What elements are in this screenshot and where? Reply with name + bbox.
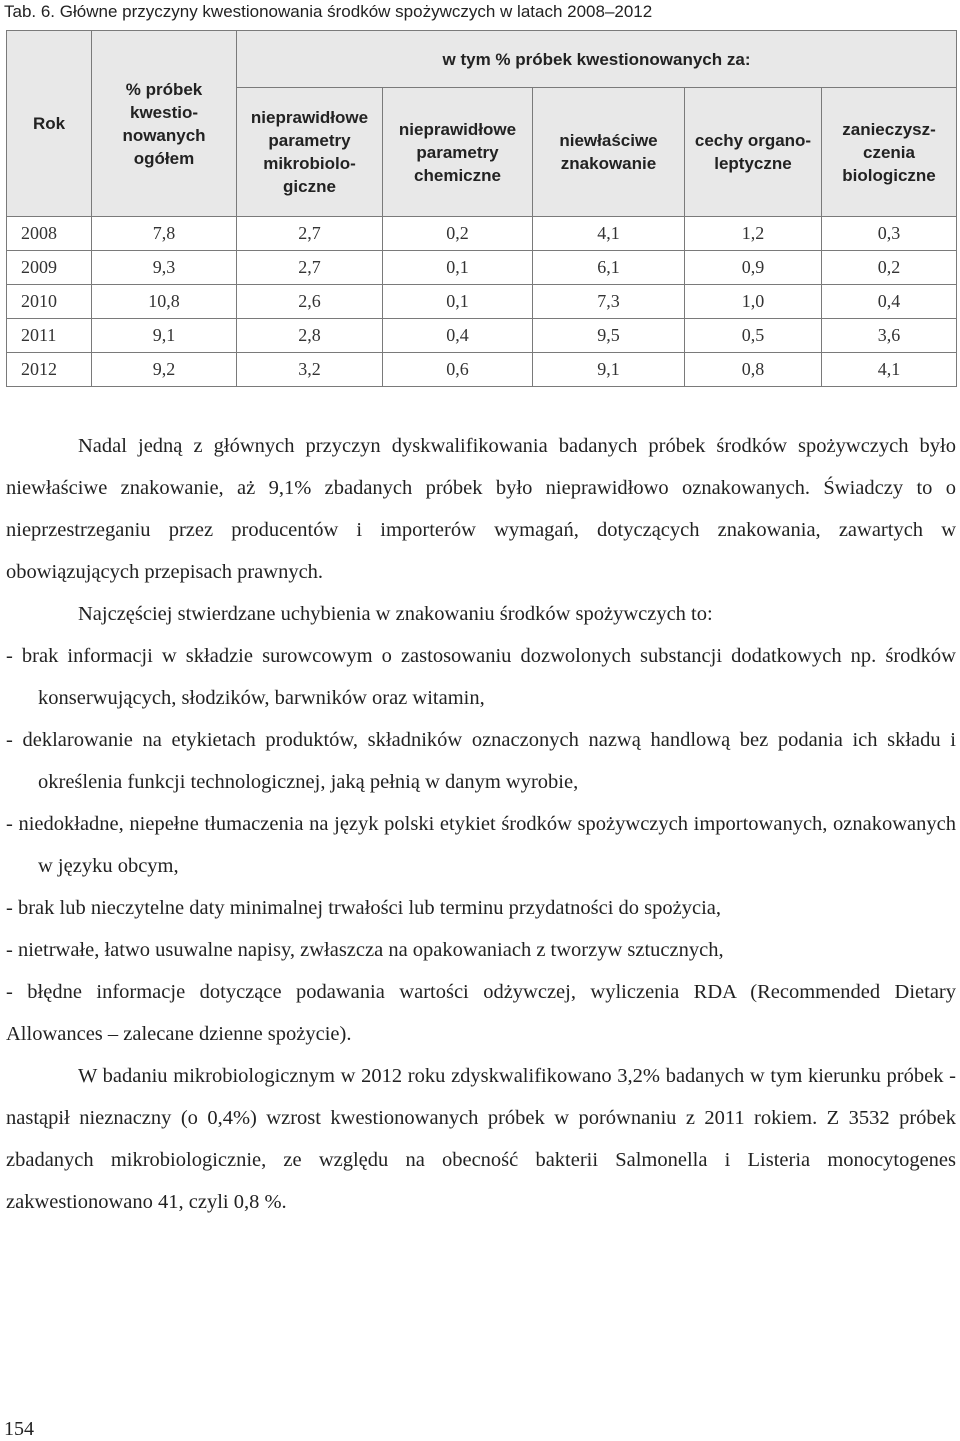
cell-label: 4,1 bbox=[533, 217, 685, 251]
cell-organo: 0,8 bbox=[685, 353, 822, 387]
cell-micro: 2,7 bbox=[237, 217, 383, 251]
cell-micro: 2,8 bbox=[237, 319, 383, 353]
header-group: w tym % próbek kwestionowanych za: bbox=[237, 31, 957, 88]
cell-chem: 0,2 bbox=[383, 217, 533, 251]
cell-year: 2009 bbox=[7, 251, 92, 285]
cell-year: 2008 bbox=[7, 217, 92, 251]
cell-bio: 0,3 bbox=[822, 217, 957, 251]
cell-year: 2010 bbox=[7, 285, 92, 319]
cell-label: 9,5 bbox=[533, 319, 685, 353]
cell-total: 7,8 bbox=[92, 217, 237, 251]
header-total: % próbek kwestio-nowanych ogółem bbox=[92, 31, 237, 217]
table-row bbox=[7, 251, 957, 285]
table-row bbox=[7, 217, 957, 251]
cell-bio: 0,2 bbox=[822, 251, 957, 285]
cell-bio: 4,1 bbox=[822, 353, 957, 387]
table-row bbox=[7, 285, 957, 319]
cell-organo: 0,9 bbox=[685, 251, 822, 285]
cell-chem: 0,1 bbox=[383, 285, 533, 319]
cell-year: 2012 bbox=[7, 353, 92, 387]
table-row bbox=[7, 319, 957, 353]
cell-organo: 1,0 bbox=[685, 285, 822, 319]
data-table bbox=[6, 30, 957, 387]
cell-bio: 3,6 bbox=[822, 319, 957, 353]
header-micro: nieprawidłowe parametry mikrobiolo-giczne bbox=[237, 88, 383, 217]
cell-label: 9,1 bbox=[533, 353, 685, 387]
cell-total: 9,1 bbox=[92, 319, 237, 353]
header-chem: nieprawidłowe parametry chemiczne bbox=[383, 88, 533, 217]
paragraph-intro: Najczęściej stwierdzane uchybienia w znakowaniu środków spożywczych to: bbox=[78, 603, 713, 625]
cell-micro: 2,6 bbox=[237, 285, 383, 319]
cell-total: 10,8 bbox=[92, 285, 237, 319]
list-item: - niedokładne, niepełne tłumaczenia na język polski etykiet środków spożywczych importowanych, oznakowanych w języku obcym, bbox=[6, 813, 956, 877]
cell-micro: 3,2 bbox=[237, 353, 383, 387]
list-item: - brak informacji w składzie surowcowym o zastosowaniu dozwolonych substancji dodatkowych np. środków konserwujących, słodzików, barwników oraz witamin, bbox=[6, 645, 956, 709]
table-caption: Tab. 6. Główne przyczyny kwestionowania środków spożywczych w latach 2008–2012 bbox=[4, 2, 653, 21]
body-text bbox=[6, 425, 956, 1223]
header-year: Rok bbox=[7, 31, 92, 217]
paragraph-labelling: Nadal jedną z głównych przyczyn dyskwalifikowania badanych próbek środków spożywczych było niewłaściwe znakowanie, aż 9,1% zbadanych próbek było nieprawidłowo oznakowanych. Świadczy to o nieprzestrzeganiu przez producentów i importerów wymagań, dotyczących znakowania, zawartych w obowiązujących przepisach prawnych. bbox=[6, 435, 956, 583]
list-item: - nietrwałe, łatwo usuwalne napisy, zwłaszcza na opakowaniach z tworzyw sztucznych, bbox=[6, 939, 724, 961]
cell-bio: 0,4 bbox=[822, 285, 957, 319]
table-row bbox=[7, 353, 957, 387]
cell-label: 6,1 bbox=[533, 251, 685, 285]
cell-total: 9,3 bbox=[92, 251, 237, 285]
header-bio: zanieczysz-czenia biologiczne bbox=[822, 88, 957, 217]
cell-chem: 0,4 bbox=[383, 319, 533, 353]
paragraph-microbiology: W badaniu mikrobiologicznym w 2012 roku zdyskwalifikowano 3,2% badanych w tym kierunku próbek - nastąpił nieznaczny (o 0,4%) wzrost kwestionowanych próbek w porównaniu z 2011 rokiem. Z 3532 próbek zbadanych mikrobiologicznie, ze względu na obecność bakterii Salmonella i Listeria monocytogenes zakwestionowano 41, czyli 0,8 %. bbox=[6, 1065, 956, 1213]
cell-organo: 0,5 bbox=[685, 319, 822, 353]
header-organo: cechy organo-leptyczne bbox=[685, 88, 822, 217]
list-item: - brak lub nieczytelne daty minimalnej trwałości lub terminu przydatności do spożycia, bbox=[6, 897, 722, 919]
cell-chem: 0,1 bbox=[383, 251, 533, 285]
header-label: niewłaściwe znakowanie bbox=[533, 88, 685, 217]
cell-organo: 1,2 bbox=[685, 217, 822, 251]
cell-year: 2011 bbox=[7, 319, 92, 353]
cell-chem: 0,6 bbox=[383, 353, 533, 387]
list-item: - deklarowanie na etykietach produktów, składników oznaczonych nazwą handlową bez podania ich składu i określenia funkcji technologicznej, jaką pełnią w danym wyrobie, bbox=[6, 729, 956, 793]
page-number: 154 bbox=[4, 1418, 34, 1440]
cell-total: 9,2 bbox=[92, 353, 237, 387]
cell-micro: 2,7 bbox=[237, 251, 383, 285]
list-item-rda: - błędne informacje dotyczące podawania wartości odżywczej, wyliczenia RDA (Recommended Dietary Allowances – zalecane dzienne spożycie). bbox=[6, 981, 956, 1045]
cell-label: 7,3 bbox=[533, 285, 685, 319]
